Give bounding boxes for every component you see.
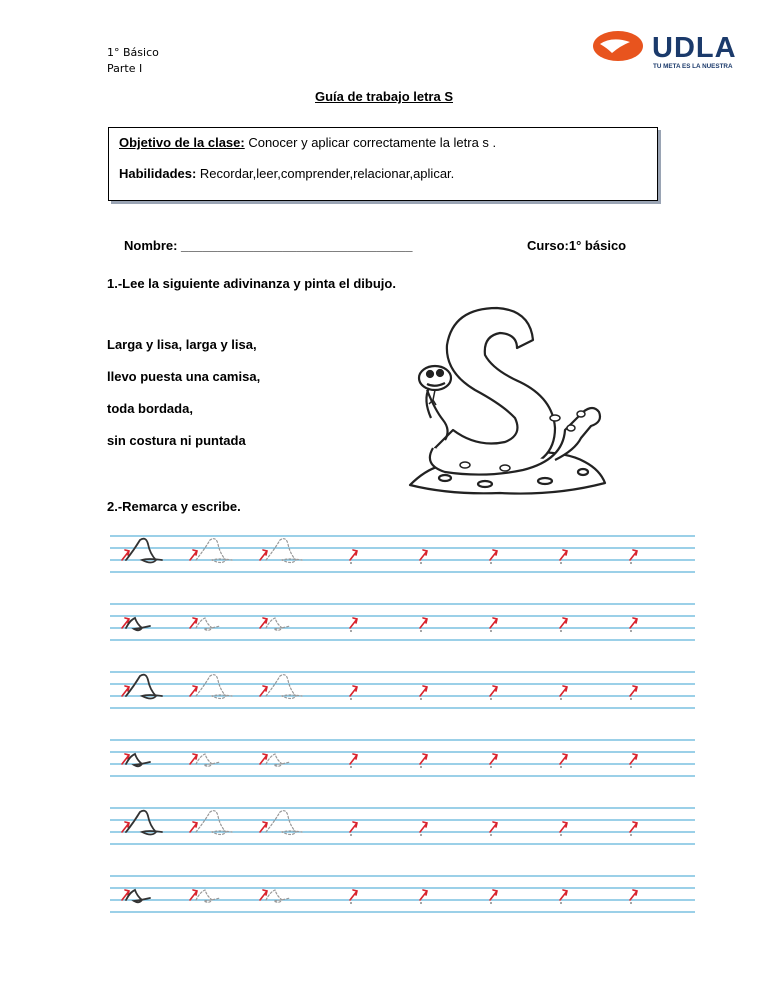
start-arrow-icon[interactable] [350, 822, 357, 836]
skills-label: Habilidades: [119, 166, 197, 181]
dotted-trace-letter[interactable] [260, 539, 302, 563]
grade-label: 1° Básico [107, 46, 159, 59]
start-arrow-icon[interactable] [560, 686, 567, 700]
start-arrow-icon[interactable] [350, 890, 357, 904]
exercise-2-instruction: 2.-Remarca y escribe. [107, 499, 241, 514]
model-letter [122, 811, 162, 835]
objective-box [108, 127, 658, 201]
part-label: Parte I [107, 62, 143, 75]
start-arrow-icon[interactable] [560, 890, 567, 904]
objective-text: Conocer y aplicar correctamente la letra s . [244, 135, 497, 150]
riddle-line: llevo puesta una camisa, [107, 369, 261, 384]
guide-lines [110, 536, 695, 912]
start-arrow-icon[interactable] [490, 822, 497, 836]
logo-tagline: TU META ES LA NUESTRA [653, 63, 733, 70]
riddle-line: sin costura ni puntada [107, 433, 246, 448]
model-letter [122, 675, 162, 699]
start-arrow-icon[interactable] [420, 686, 427, 700]
start-arrow-icon[interactable] [420, 550, 427, 564]
objective-line [119, 135, 496, 150]
start-arrow-icon[interactable] [490, 754, 497, 768]
start-arrow-icon[interactable] [630, 550, 637, 564]
start-arrow-icon[interactable] [490, 890, 497, 904]
riddle-line: toda bordada, [107, 401, 193, 416]
start-arrow-icon[interactable] [560, 822, 567, 836]
start-arrow-icon[interactable] [420, 618, 427, 632]
start-arrow-icon[interactable] [490, 686, 497, 700]
start-arrow-icon[interactable] [560, 550, 567, 564]
start-arrow-icon[interactable] [420, 890, 427, 904]
dotted-trace-letter[interactable] [260, 675, 302, 699]
snake-letter-s-drawing[interactable] [405, 300, 615, 500]
objective-label: Objetivo de la clase: [119, 135, 245, 150]
exercise-1-instruction: 1.-Lee la siguiente adivinanza y pinta el dibujo. [107, 276, 396, 291]
handwriting-practice-sheet[interactable] [110, 530, 700, 925]
logo-wordmark: UDLA [652, 32, 737, 64]
start-arrow-icon[interactable] [490, 550, 497, 564]
dotted-trace-letter[interactable] [190, 675, 232, 699]
page-title: Guía de trabajo letra S [315, 89, 453, 104]
start-arrow-icon[interactable] [420, 822, 427, 836]
grade-header [107, 45, 159, 77]
course-label: Curso:1° básico [527, 238, 627, 253]
start-arrow-icon[interactable] [490, 618, 497, 632]
name-field[interactable]: Nombre: ________________________________ [124, 238, 413, 253]
start-arrow-icon[interactable] [350, 754, 357, 768]
riddle-line: Larga y lisa, larga y lisa, [107, 337, 257, 352]
skills-line [119, 166, 454, 181]
dotted-trace-letter[interactable] [260, 811, 302, 835]
start-arrow-icon[interactable] [630, 686, 637, 700]
start-arrow-icon[interactable] [630, 754, 637, 768]
start-arrow-icon[interactable] [630, 822, 637, 836]
model-letter [122, 539, 162, 563]
start-arrow-icon[interactable] [350, 618, 357, 632]
start-arrow-icon[interactable] [630, 890, 637, 904]
letter-traces [122, 539, 637, 904]
dotted-trace-letter[interactable] [190, 811, 232, 835]
start-arrow-icon[interactable] [560, 754, 567, 768]
start-arrow-icon[interactable] [560, 618, 567, 632]
start-arrow-icon[interactable] [420, 754, 427, 768]
start-arrow-icon[interactable] [350, 550, 357, 564]
start-arrow-icon[interactable] [630, 618, 637, 632]
dotted-trace-letter[interactable] [190, 539, 232, 563]
start-arrow-icon[interactable] [350, 686, 357, 700]
udla-logo [590, 26, 755, 71]
skills-text: Recordar,leer,comprender,relacionar,aplicar. [196, 166, 455, 181]
